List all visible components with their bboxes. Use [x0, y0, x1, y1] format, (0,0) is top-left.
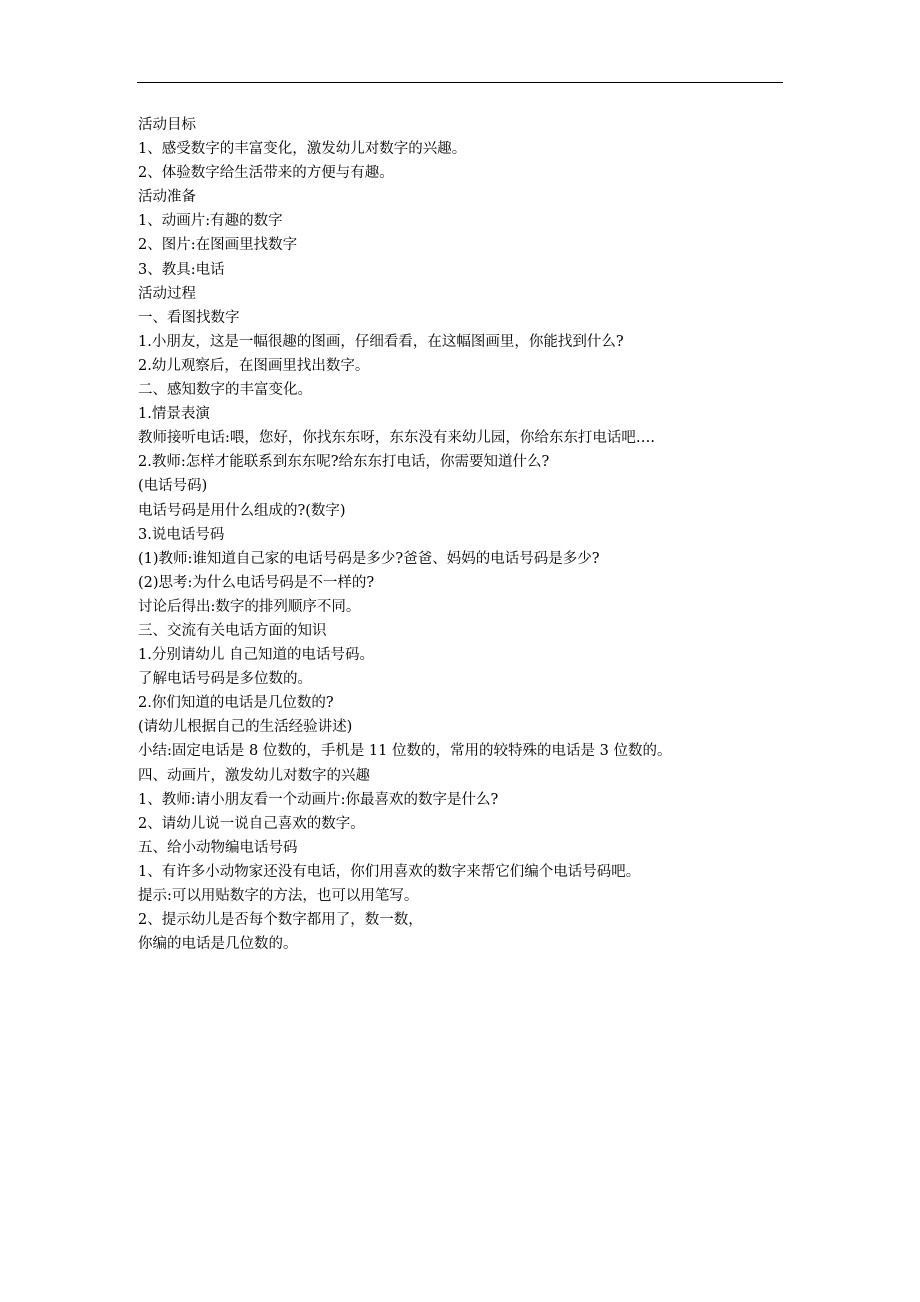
- text-line: 1、有许多小动物家还没有电话，你们用喜欢的数字来帮它们编个电话号码吧。: [138, 863, 641, 880]
- text-line: 3.说电话号码: [138, 526, 225, 543]
- text-line: 三、交流有关电话方面的知识: [138, 622, 327, 639]
- text-line: (2)思考:为什么电话号码是不一样的?: [138, 574, 375, 591]
- text-line: 五、给小动物编电话号码: [138, 839, 298, 856]
- text-line: 1、动画片:有趣的数字: [138, 213, 283, 230]
- text-line: 教师接听电话:喂，您好，你找东东呀，东东没有来幼儿园，你给东东打电话吧….: [138, 430, 655, 447]
- text-line: 2、提示幼儿是否每个数字都用了，数一数，: [138, 912, 423, 929]
- text-line: (请幼儿根据自己的生活经验讲述): [138, 719, 353, 736]
- text-line: 你编的电话是几位数的。: [138, 936, 298, 953]
- text-line: 1.情景表演: [138, 406, 210, 423]
- text-line: 1、感受数字的丰富变化，激发幼儿对数字的兴趣。: [138, 141, 467, 158]
- text-line: 2.你们知道的电话是几位数的?: [138, 695, 334, 712]
- text-line: 1.分别请幼儿 自己知道的电话号码。: [138, 647, 374, 664]
- text-line: 一、看图找数字: [138, 309, 240, 326]
- text-line: 2.幼儿观察后，在图画里找出数字。: [138, 357, 370, 374]
- text-line: 3、教具:电话: [138, 261, 225, 278]
- text-line: 1、教师:请小朋友看一个动画片:你最喜欢的数字是什么?: [138, 791, 499, 808]
- text-line: 2、图片:在图画里找数字: [138, 237, 298, 254]
- text-line: 电话号码是用什么组成的?(数字): [138, 502, 346, 519]
- text-line: 四、动画片，激发幼儿对数字的兴趣: [138, 767, 370, 784]
- text-line: (电话号码): [138, 478, 208, 495]
- text-line: 二、感知数字的丰富变化。: [138, 382, 312, 399]
- header-rule: [137, 82, 783, 83]
- text-line: 活动目标: [138, 117, 196, 133]
- text-line: 讨论后得出:数字的排列顺序不同。: [138, 598, 361, 615]
- text-line: 1.小朋友，这是一幅很趣的图画，仔细看看，在这幅图画里，你能找到什么?: [138, 333, 624, 350]
- text-line: 2、请幼儿说一说自己喜欢的数字。: [138, 815, 365, 832]
- document-body: [138, 113, 778, 956]
- text-line: 活动过程: [138, 285, 196, 302]
- text-line: 活动准备: [138, 189, 196, 206]
- text-line: 提示:可以用贴数字的方法，也可以用笔写。: [138, 888, 419, 904]
- text-line: 2.教师:怎样才能联系到东东呢?给东东打电话，你需要知道什么?: [138, 454, 550, 471]
- text-line: 2、体验数字给生活带来的方便与有趣。: [138, 165, 394, 182]
- text-line: (1)教师:谁知道自己家的电话号码是多少?爸爸、妈妈的电话号码是多少?: [138, 550, 600, 567]
- text-line: 了解电话号码是多位数的。: [138, 671, 312, 688]
- text-line: 小结:固定电话是 8 位数的，手机是 11 位数的，常用的较特殊的电话是 3 位数的。: [138, 743, 672, 760]
